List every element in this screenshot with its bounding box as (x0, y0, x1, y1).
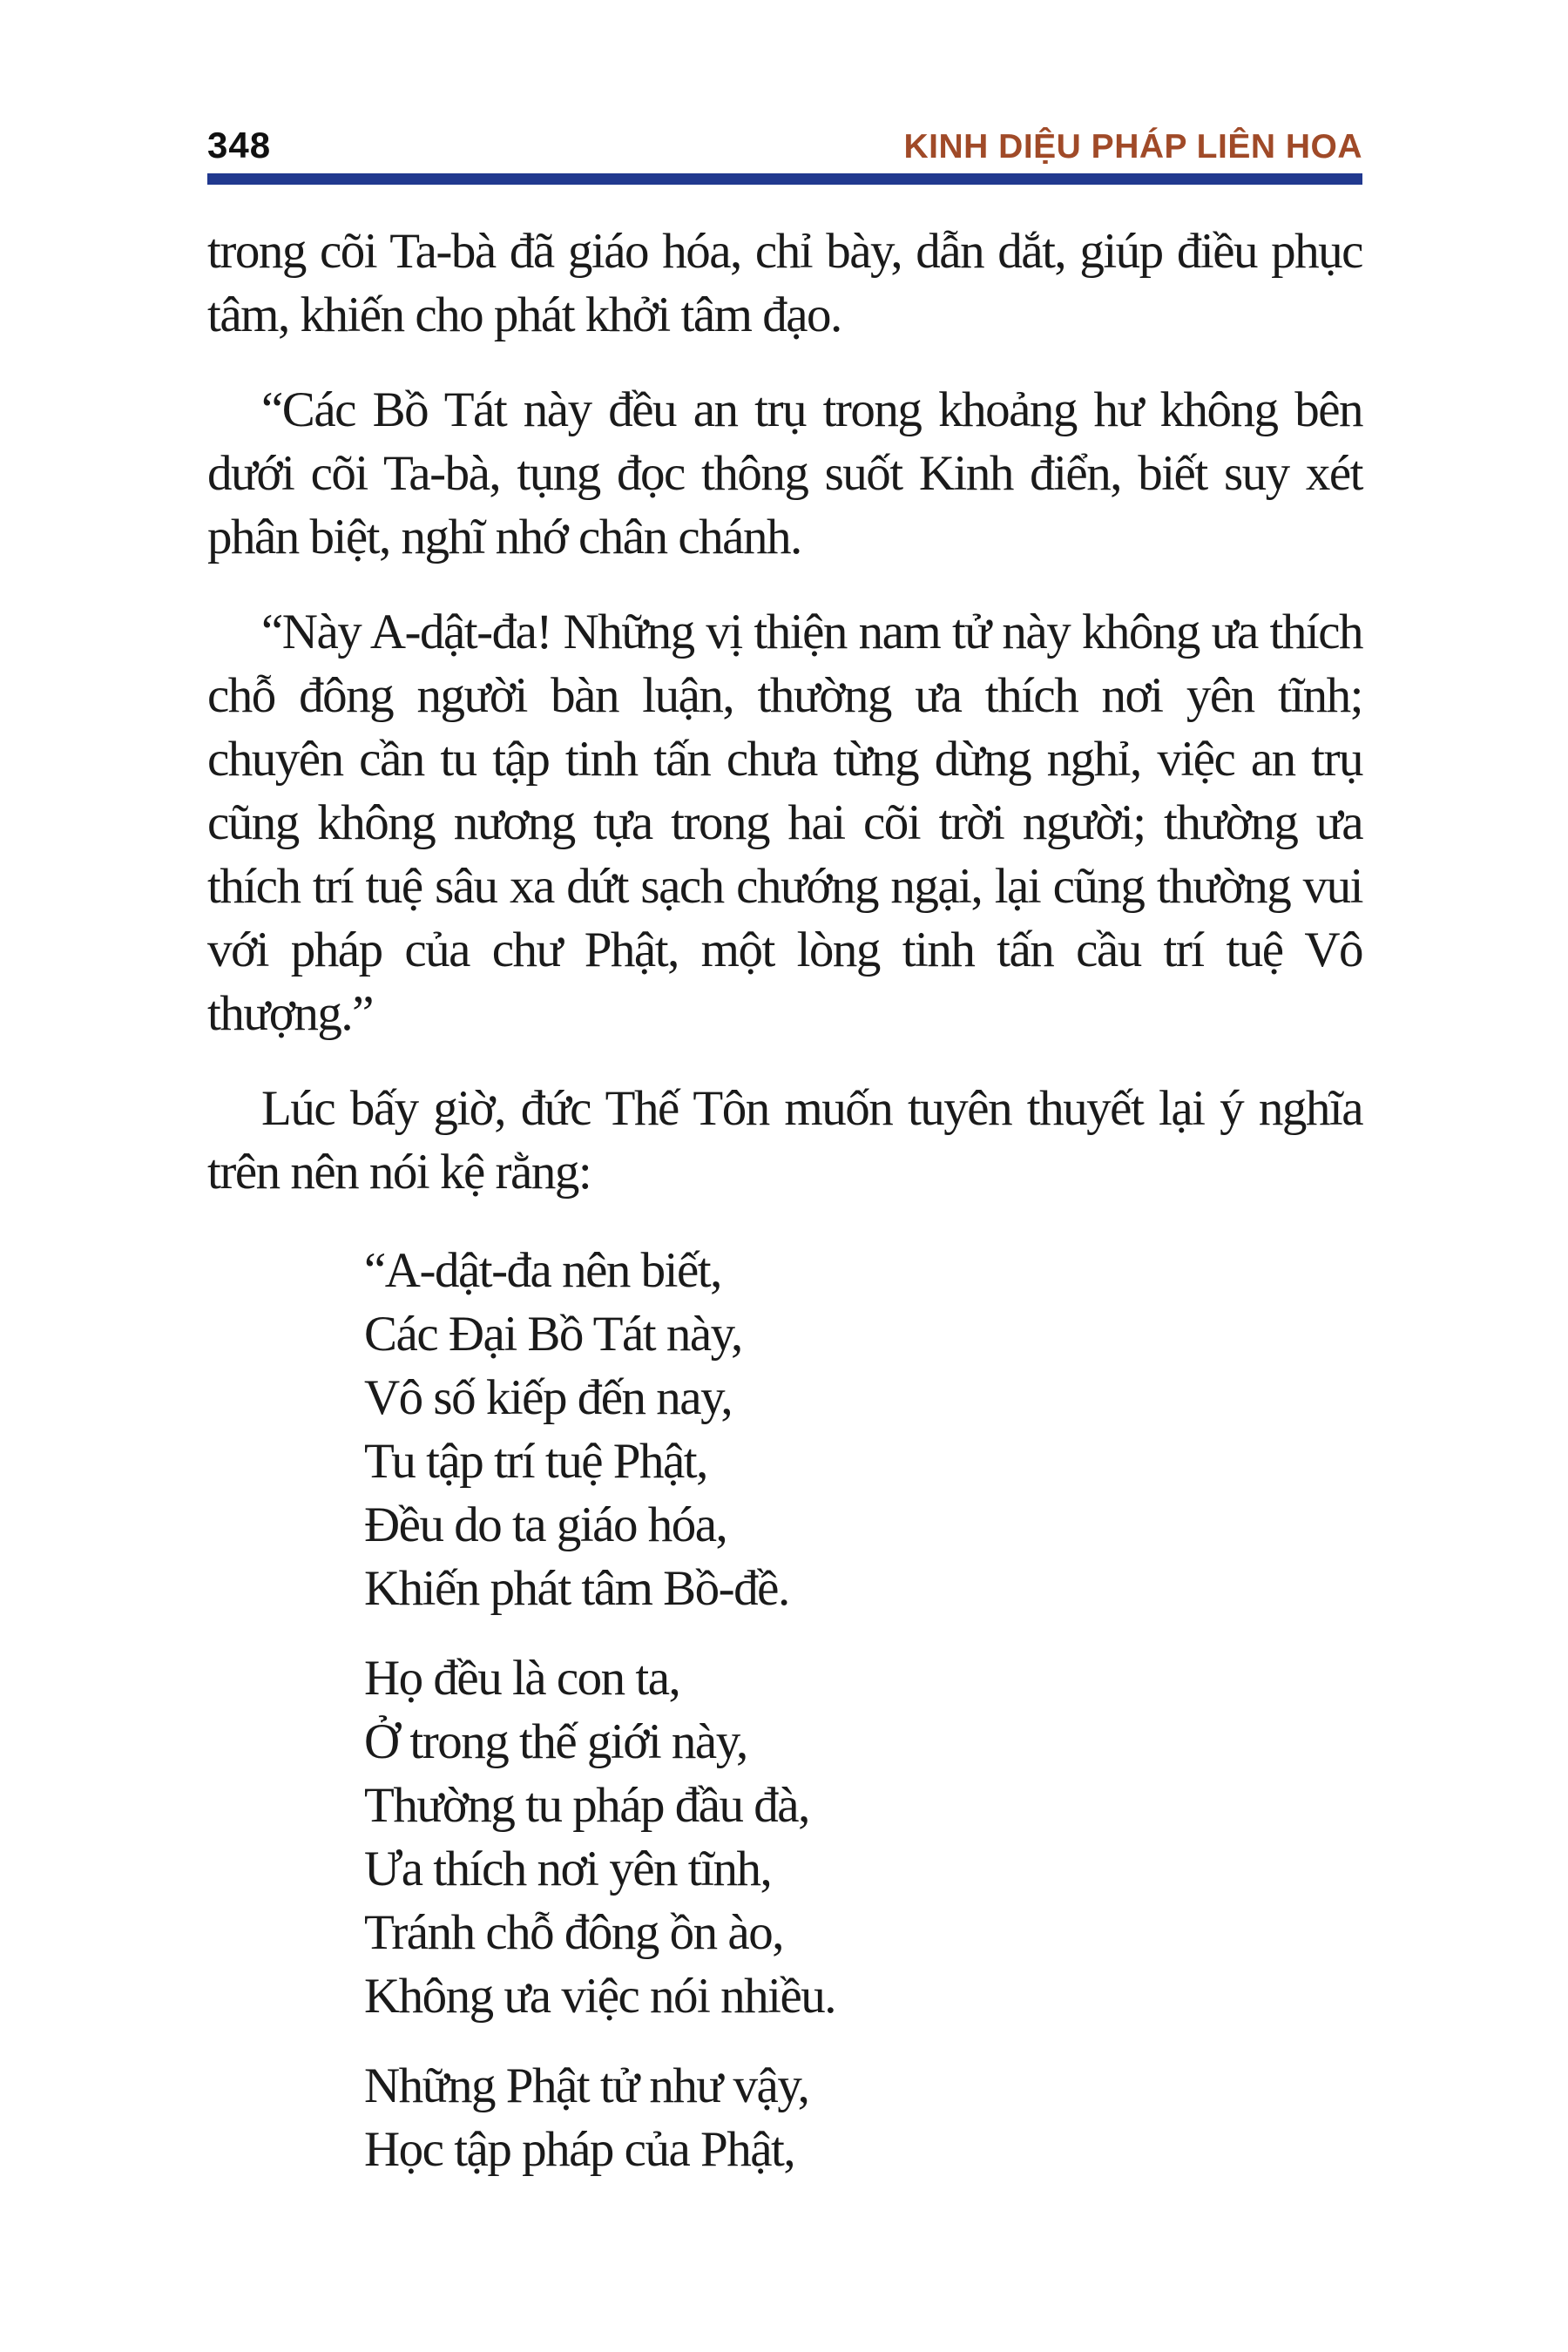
verse-line: Khiến phát tâm Bồ-đề. (364, 1561, 789, 1616)
verse-stanza (364, 1239, 1362, 1620)
body-paragraph: trong cõi Ta-bà đã giáo hóa, chỉ bày, dẫn dắt, giúp điều phục tâm, khiến cho phát khởi tâm đạo. (207, 224, 1362, 342)
verse-line: Đều do ta giáo hóa, (364, 1497, 727, 1552)
page-number: 348 (207, 125, 272, 166)
verse-line: Các Đại Bồ Tát này, (364, 1307, 742, 1362)
verse-stanza (364, 1646, 1362, 2028)
header-rule (207, 173, 1362, 185)
verse-stanza (364, 2054, 1362, 2181)
verse-line: Thường tu pháp đầu đà, (364, 1778, 809, 1833)
running-header (207, 113, 1362, 164)
body-paragraph: “Này A-dật-đa! Những vị thiện nam tử này không ưa thích chỗ đông người bàn luận, thường ưa thích nơi yên tĩnh; chuyên cần tu tập tinh tấn chưa từng dừng nghỉ, việc an trụ cũng không nương tựa trong hai cõi trời người; thường ưa thích trí tuệ sâu xa dứt sạch chướng ngại, lại cũng thường vui với pháp của chư Phật, một lòng tinh tấn cầu trí tuệ Vô thượng.” (207, 605, 1362, 1041)
verse-block (207, 1239, 1362, 2181)
verse-line: “A-dật-đa nên biết, (364, 1243, 721, 1298)
page-body (207, 220, 1362, 2207)
running-header-title: KINH DIỆU PHÁP LIÊN HOA (903, 128, 1362, 166)
verse-line: Không ưa việc nói nhiều. (364, 1969, 836, 2024)
verse-line: Họ đều là con ta, (364, 1651, 680, 1706)
verse-line: Vô số kiếp đến nay, (364, 1370, 733, 1425)
body-paragraph: Lúc bấy giờ, đức Thế Tôn muốn tuyên thuyết lại ý nghĩa trên nên nói kệ rằng: (207, 1081, 1362, 1200)
verse-line: Những Phật tử như vậy, (364, 2058, 809, 2113)
verse-line: Ở trong thế giới này, (364, 1714, 747, 1769)
body-paragraph: “Các Bồ Tát này đều an trụ trong khoảng hư không bên dưới cõi Ta-bà, tụng đọc thông suốt Kinh điển, biết suy xét phân biệt, nghĩ nhớ chân chánh. (207, 382, 1362, 564)
verse-line: Ưa thích nơi yên tĩnh, (364, 1842, 772, 1896)
verse-line: Tu tập trí tuệ Phật, (364, 1434, 707, 1489)
verse-line: Học tập pháp của Phật, (364, 2122, 795, 2177)
verse-line: Tránh chỗ đông ồn ào, (364, 1905, 783, 1960)
